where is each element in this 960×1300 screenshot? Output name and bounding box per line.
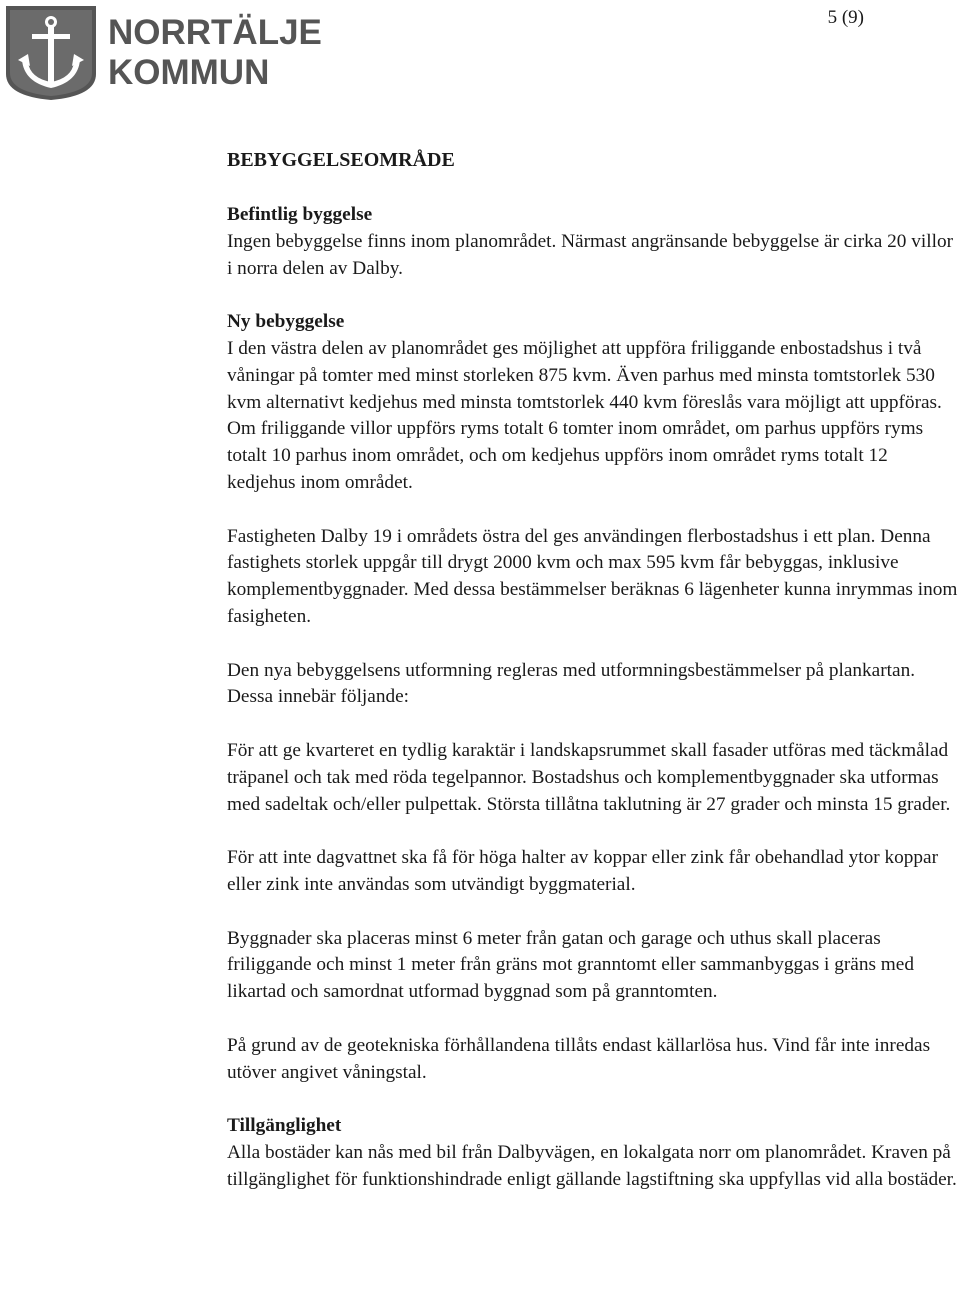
logo-wordmark-line1: NORRTÄLJE xyxy=(108,13,322,52)
paragraph: För att ge kvarteret en tydlig karaktär i landskapsrummet skall fasader utföras med täckmålad träpanel och tak med röda tegelpannor. Bostadshus och komplementbyggnader ska utformas med sadeltak och/eller pulpettak. Största tillåtna taklutning är 27 grader och minsta 15 grader. xyxy=(227,739,951,815)
paragraph: Fastigheten Dalby 19 i områdets östra del ges användingen flerbostadshus i ett plan. Denna fastighets storlek uppgår till drygt 2000 kvm och max 595 kvm får bebyggas, inklusive komplementbyggnader. Med dessa bestämmelser beräknas 6 lägenheter kunna inrymmas inom fasigheten. xyxy=(227,525,958,627)
document-title: BEBYGGELSEOMRÅDE xyxy=(227,149,455,171)
paragraph: Den nya bebyggelsens utformning regleras med utformningsbestämmelser på plankartan. Dessa innebär följande: xyxy=(227,659,916,708)
document-body xyxy=(227,146,959,1220)
logo-wordmark-line2: KOMMUN xyxy=(108,53,270,92)
section-heading: Tillgänglighet xyxy=(227,1115,342,1137)
paragraph: Ingen bebyggelse finns inom planområdet. Närmast angränsande bebyggelse är cirka 20 villor i norra delen av Dalby. xyxy=(227,230,954,279)
section-heading: Befintlig byggelse xyxy=(227,204,373,225)
page-number: 5 (9) xyxy=(827,7,864,28)
paragraph: Alla bostäder kan nås med bil från Dalbyvägen, en lokalgata norr om planområdet. Kraven på tillgänglighet för funktionshindrade enligt gällande lagstiftning ska uppfyllas vid alla bostäder. xyxy=(227,1141,957,1190)
paragraph: För att inte dagvattnet ska få för höga halter av koppar eller zink får obehandlad ytor koppar eller zink inte användas som utvändigt byggmaterial. xyxy=(227,847,938,895)
municipality-logo xyxy=(4,4,322,102)
section-befintlig-byggelse xyxy=(227,202,959,282)
paragraph: I den västra delen av planområdet ges möjlighet att uppföra friliggande enbostadshus i två våningar på tomter med minst storleken 875 kvm. Även parhus med minsta tomtstorlek 530 kvm alternativt kedjehus med minsta tomtstorlek 440 kvm föreslås vara möjligt att uppföras. Om friliggande villor uppförs ryms totalt 6 tomter inom området, om parhus uppförs ryms totalt 10 parhus inom området, och om kedjehus uppförs inom området ryms totalt 12 kedjehus inom området. xyxy=(227,337,942,493)
section-ny-bebyggelse xyxy=(227,309,959,1086)
section-heading: Ny bebyggelse xyxy=(227,311,345,333)
paragraph: På grund av de geotekniska förhållandena tillåts endast källarlösa hus. Vind får inte inredas utöver angivet våningstal. xyxy=(227,1034,931,1083)
section-tillganglighet xyxy=(227,1113,959,1193)
paragraph: Byggnader ska placeras minst 6 meter från gatan och garage och uthus skall placeras friliggande och minst 1 meter från gräns mot granntomt eller sammanbyggas i gräns med likartad och samordnat utformad byggnad som på granntomten. xyxy=(227,927,914,1003)
coat-of-arms-anchor-icon xyxy=(4,4,322,102)
